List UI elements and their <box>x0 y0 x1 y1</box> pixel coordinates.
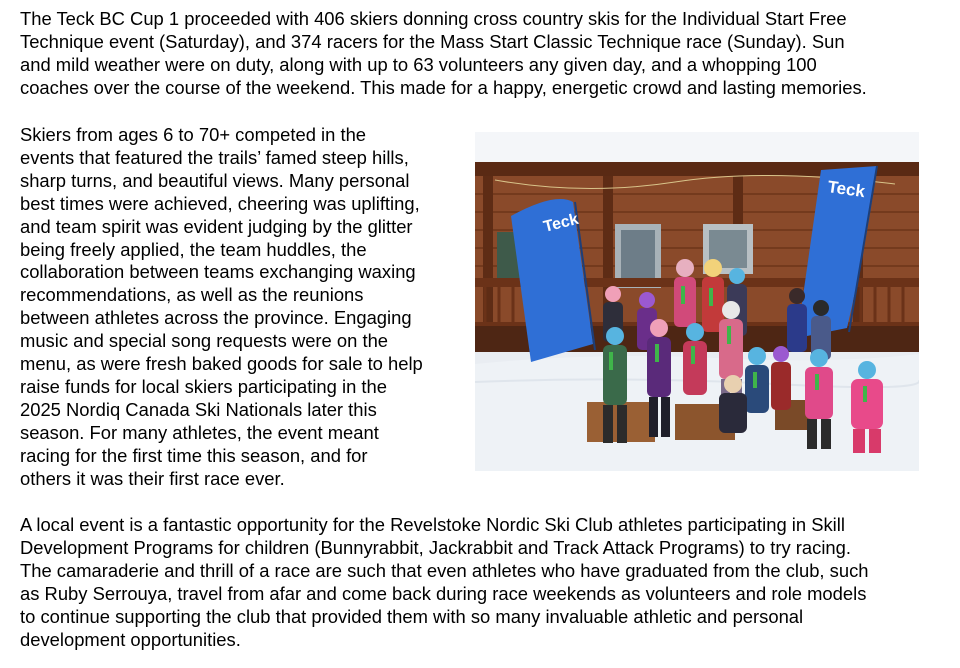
middle-line: and team spirit was evident judging by the glitter <box>20 215 413 237</box>
middle-paragraph <box>20 124 423 491</box>
closing-paragraph <box>20 514 869 651</box>
middle-line: others it was their first race ever. <box>20 467 285 489</box>
intro-line: The Teck BC Cup 1 proceeded with 406 skiers donning cross country skis for the Individual Start Free <box>20 8 847 29</box>
team-photo <box>475 132 919 471</box>
intro-paragraph <box>20 8 867 100</box>
middle-line: events that featured the trails’ famed steep hills, <box>20 146 409 168</box>
middle-line: racing for the first time this season, and for <box>20 444 368 466</box>
intro-line: and mild weather were on duty, along with up to 63 volunteers any given day, and a whopping 100 <box>20 53 817 75</box>
closing-line: Development Programs for children (Bunnyrabbit, Jackrabbit and Track Attack Programs) to try racing. <box>20 536 851 558</box>
intro-line: coaches over the course of the weekend. This made for a happy, energetic crowd and lasting memories. <box>20 76 867 98</box>
intro-line: Technique event (Saturday), and 374 racers for the Mass Start Classic Technique race (Sunday). Sun <box>20 30 845 52</box>
middle-line: 2025 Nordiq Canada Ski Nationals later this <box>20 398 377 420</box>
middle-line: collaboration between teams exchanging waxing <box>20 261 416 283</box>
middle-line: Skiers from ages 6 to 70+ competed in the <box>20 124 367 145</box>
closing-line: The camaraderie and thrill of a race are such that even athletes who have graduated from the club, such <box>20 559 869 581</box>
middle-line: menu, as were fresh baked goods for sale to help <box>20 353 423 375</box>
middle-line: sharp turns, and beautiful views. Many personal <box>20 169 410 191</box>
closing-line: A local event is a fantastic opportunity for the Revelstoke Nordic Ski Club athletes participating in Skill <box>20 514 845 535</box>
middle-line: being freely applied, the team huddles, the <box>20 238 367 260</box>
closing-line: development opportunities. <box>20 628 241 650</box>
banner-right-text: Teck <box>826 177 867 202</box>
banner-left-text: Teck <box>541 210 581 236</box>
middle-line: between athletes across the province. Engaging <box>20 307 412 329</box>
middle-line: music and special song requests were on the <box>20 330 389 352</box>
closing-line: to continue supporting the club that provided them with so many invaluable athletic and personal <box>20 605 804 627</box>
middle-line: raise funds for local skiers participating in the <box>20 375 387 397</box>
middle-line: season. For many athletes, the event meant <box>20 421 379 443</box>
closing-line: as Ruby Serrouya, travel from afar and come back during race weekends as volunteers and role models <box>20 582 867 604</box>
middle-line: best times were achieved, cheering was uplifting, <box>20 192 420 214</box>
middle-line: recommendations, as well as the reunions <box>20 284 364 306</box>
